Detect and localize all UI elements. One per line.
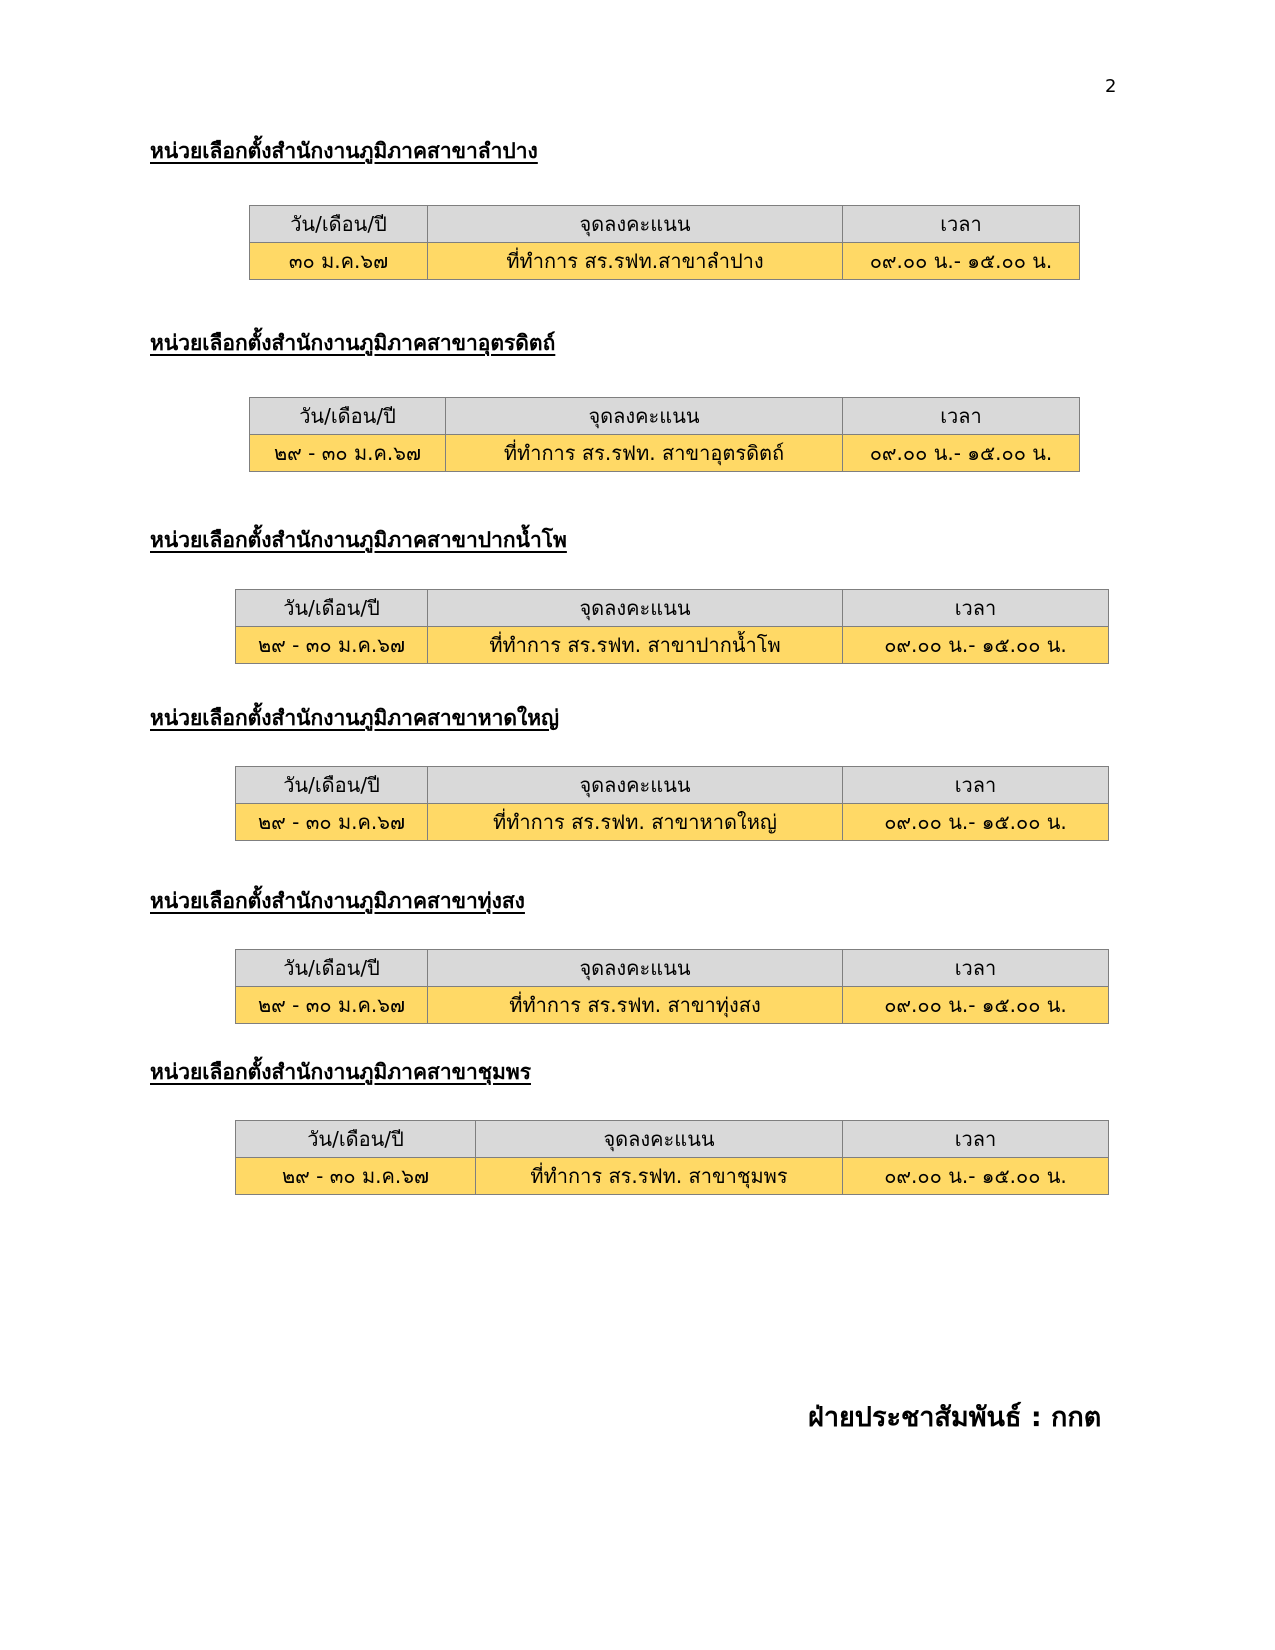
section-title-thungsong: หน่วยเลือกตั้งสำนักงานภูมิภาคสาขาทุ่งสง: [150, 889, 525, 913]
section-title-paknampho: หน่วยเลือกตั้งสำนักงานภูมิภาคสาขาปากน้ำโพ: [150, 528, 567, 552]
cell-location: ที่ทำการ สร.รฟท. สาขาชุมพร: [476, 1158, 843, 1195]
table-header-row: [236, 767, 1109, 804]
cell-time: ๐๙.๐๐ น.- ๑๕.๐๐ น.: [843, 435, 1080, 472]
header-location: จุดลงคะแนน: [428, 206, 843, 243]
cell-time: ๐๙.๐๐ น.- ๑๕.๐๐ น.: [843, 627, 1109, 664]
header-time: เวลา: [843, 206, 1080, 243]
table-header-row: [236, 590, 1109, 627]
cell-date: ๒๙ - ๓๐ ม.ค.๖๗: [250, 435, 446, 472]
table-row: [250, 243, 1080, 280]
cell-location: ที่ทำการ สร.รฟท. สาขาทุ่งสง: [428, 987, 843, 1024]
header-date: วัน/เดือน/ปี: [236, 950, 428, 987]
header-location: จุดลงคะแนน: [428, 767, 843, 804]
cell-time: ๐๙.๐๐ น.- ๑๕.๐๐ น.: [843, 987, 1109, 1024]
cell-date: ๒๙ - ๓๐ ม.ค.๖๗: [236, 804, 428, 841]
table-row: [236, 804, 1109, 841]
cell-location: ที่ทำการ สร.รฟท. สาขาอุตรดิตถ์: [446, 435, 843, 472]
header-date: วัน/เดือน/ปี: [236, 1121, 476, 1158]
cell-time: ๐๙.๐๐ น.- ๑๕.๐๐ น.: [843, 1158, 1109, 1195]
header-time: เวลา: [843, 1121, 1109, 1158]
header-date: วัน/เดือน/ปี: [250, 398, 446, 435]
table-row: [236, 1158, 1109, 1195]
header-time: เวลา: [843, 398, 1080, 435]
cell-date: ๓๐ ม.ค.๖๗: [250, 243, 428, 280]
schedule-table-lampang: [249, 205, 1080, 280]
schedule-table-chumphon: [235, 1120, 1109, 1195]
cell-date: ๒๙ - ๓๐ ม.ค.๖๗: [236, 1158, 476, 1195]
header-date: วัน/เดือน/ปี: [236, 590, 428, 627]
cell-date: ๒๙ - ๓๐ ม.ค.๖๗: [236, 987, 428, 1024]
table-header-row: [236, 1121, 1109, 1158]
cell-date: ๒๙ - ๓๐ ม.ค.๖๗: [236, 627, 428, 664]
cell-time: ๐๙.๐๐ น.- ๑๕.๐๐ น.: [843, 243, 1080, 280]
header-location: จุดลงคะแนน: [476, 1121, 843, 1158]
header-time: เวลา: [843, 590, 1109, 627]
footer-signature: ฝ่ายประชาสัมพันธ์ : กกต: [808, 1402, 1102, 1433]
page-number: 2: [1105, 76, 1117, 97]
section-title-chumphon: หน่วยเลือกตั้งสำนักงานภูมิภาคสาขาชุมพร: [150, 1060, 531, 1084]
schedule-table-hatyai: [235, 766, 1109, 841]
schedule-table-paknampho: [235, 589, 1109, 664]
header-location: จุดลงคะแนน: [446, 398, 843, 435]
cell-location: ที่ทำการ สร.รฟท. สาขาปากน้ำโพ: [428, 627, 843, 664]
header-location: จุดลงคะแนน: [428, 590, 843, 627]
section-title-uttaradit: หน่วยเลือกตั้งสำนักงานภูมิภาคสาขาอุตรดิตถ์: [150, 331, 556, 355]
table-row: [236, 627, 1109, 664]
cell-location: ที่ทำการ สร.รฟท. สาขาหาดใหญ่: [428, 804, 843, 841]
section-title-lampang: หน่วยเลือกตั้งสำนักงานภูมิภาคสาขาลำปาง: [150, 139, 538, 163]
header-date: วัน/เดือน/ปี: [236, 767, 428, 804]
table-row: [250, 435, 1080, 472]
header-location: จุดลงคะแนน: [428, 950, 843, 987]
table-row: [236, 987, 1109, 1024]
section-title-hatyai: หน่วยเลือกตั้งสำนักงานภูมิภาคสาขาหาดใหญ่: [150, 706, 560, 730]
schedule-table-uttaradit: [249, 397, 1080, 472]
schedule-table-thungsong: [235, 949, 1109, 1024]
cell-location: ที่ทำการ สร.รฟท.สาขาลำปาง: [428, 243, 843, 280]
header-time: เวลา: [843, 950, 1109, 987]
table-header-row: [250, 206, 1080, 243]
table-header-row: [250, 398, 1080, 435]
cell-time: ๐๙.๐๐ น.- ๑๕.๐๐ น.: [843, 804, 1109, 841]
header-time: เวลา: [843, 767, 1109, 804]
header-date: วัน/เดือน/ปี: [250, 206, 428, 243]
table-header-row: [236, 950, 1109, 987]
